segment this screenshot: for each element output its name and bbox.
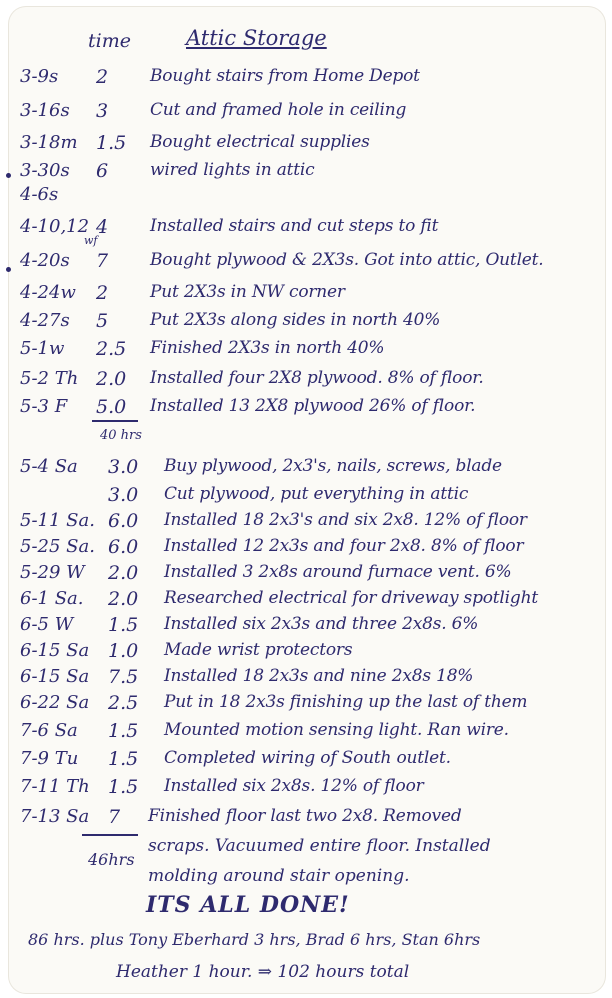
entry-task: Installed six 2x8s. 12% of floor — [164, 776, 424, 796]
entry-task: wired lights in attic — [150, 160, 315, 180]
footer-line-2: Heather 1 hour. ⇒ 102 hours total — [116, 962, 410, 982]
log-row — [0, 536, 612, 562]
entry-hours: 2 — [96, 66, 109, 88]
entry-task: Put 2X3s along sides in north 40% — [150, 310, 441, 330]
entry-hours: 2.0 — [96, 368, 127, 390]
entry-hours: 5.0 — [96, 396, 127, 418]
entry-task: Installed 12 2x3s and four 2x8. 8% of floor — [164, 536, 524, 556]
entry-hours: 6.0 — [108, 510, 139, 532]
entry-hours: 7 — [108, 806, 121, 828]
entry-hours: 1.5 — [108, 720, 139, 742]
log-row — [0, 720, 612, 746]
entry-date: 5-11 Sa. — [20, 510, 95, 531]
entry-hours: 1.5 — [96, 132, 127, 154]
continuation-line: molding around stair opening. — [148, 866, 410, 886]
continuation-line: scraps. Vacuumed entire floor. Installed — [148, 836, 491, 856]
log-row — [0, 368, 612, 394]
entry-hours: 2.5 — [96, 338, 127, 360]
entry-hours: 6 — [96, 160, 109, 182]
entry-task: Buy plywood, 2x3's, nails, screws, blade — [164, 456, 502, 476]
entry-task: Completed wiring of South outlet. — [164, 748, 451, 768]
log-row — [0, 396, 612, 422]
entry-date: 6-1 Sa. — [20, 588, 84, 609]
entry-date: 6-22 Sa — [20, 692, 90, 713]
entry-task: Finished floor last two 2x8. Removed — [148, 806, 462, 826]
entry-task: Cut plywood, put everything in attic — [164, 484, 469, 504]
entry-hours: 6.0 — [108, 536, 139, 558]
entry-hours: 1.0 — [108, 640, 139, 662]
entry-date: 5-4 Sa — [20, 456, 78, 477]
entry-task: Bought stairs from Home Depot — [150, 66, 420, 86]
entry-hours: 3.0 — [108, 484, 139, 506]
log-row — [0, 510, 612, 536]
entry-task: Bought electrical supplies — [150, 132, 370, 152]
entry-hours: 3 — [96, 100, 109, 122]
entry-date: 5-1w — [20, 338, 65, 359]
entry-date: 4-6s — [20, 184, 59, 205]
entry-task: Put in 18 2x3s finishing up the last of them — [164, 692, 528, 712]
entry-task: Installed 18 2x3's and six 2x8. 12% of floor — [164, 510, 527, 530]
log-row — [0, 692, 612, 718]
entry-task: Finished 2X3s in north 40% — [150, 338, 385, 358]
log-row — [0, 666, 612, 692]
log-row — [0, 310, 612, 336]
entry-date: 7-11 Th — [20, 776, 90, 797]
entry-hours: 2.0 — [108, 562, 139, 584]
log-row — [0, 100, 612, 126]
entry-task: Installed stairs and cut steps to fit — [150, 216, 439, 236]
entry-task: Installed 18 2x3s and nine 2x8s 18% — [164, 666, 474, 686]
log-row — [0, 132, 612, 158]
entry-hours: 5 — [96, 310, 109, 332]
entry-date: 5-2 Th — [20, 368, 79, 389]
entry-hours: 2.0 — [108, 588, 139, 610]
entry-date: 6-15 Sa — [20, 666, 90, 687]
entry-hours: 3.0 — [108, 456, 139, 478]
entry-task: Installed four 2X8 plywood. 8% of floor. — [150, 368, 484, 388]
entry-date: 4-24w — [20, 282, 76, 303]
log-row — [0, 66, 612, 92]
entry-hours: 7.5 — [108, 666, 139, 688]
log-row — [0, 338, 612, 364]
page-title: Attic Storage — [186, 26, 327, 50]
entry-task: Bought plywood & 2X3s. Got into attic, Outlet. — [150, 250, 544, 270]
log-row — [0, 282, 612, 308]
entry-hours: 7 — [96, 250, 109, 272]
entry-hours: 1.5 — [108, 748, 139, 770]
entry-task: Made wrist protectors — [164, 640, 353, 660]
subtotal-rule — [92, 420, 138, 422]
subtotal-rule — [82, 834, 138, 836]
footer-line-1: 86 hrs. plus Tony Eberhard 3 hrs, Brad 6 hrs, Stan 6hrs — [28, 930, 481, 949]
subtotal-2: 46hrs — [88, 850, 135, 869]
log-row — [0, 484, 612, 510]
entry-hours: 2 — [96, 282, 109, 304]
entry-task: Installed 13 2X8 plywood 26% of floor. — [150, 396, 476, 416]
log-row — [0, 456, 612, 482]
done-note: ITS ALL DONE! — [146, 892, 350, 918]
entry-date: 5-25 Sa. — [20, 536, 95, 557]
entry-task: Researched electrical for driveway spotlight — [164, 588, 538, 608]
log-row — [0, 776, 612, 802]
entry-hours: 4 — [96, 216, 109, 238]
log-row — [0, 588, 612, 614]
entry-date: 7-9 Tu — [20, 748, 79, 769]
log-row — [0, 614, 612, 640]
log-row — [0, 806, 612, 832]
entry-date: 5-3 F — [20, 396, 68, 417]
entry-date: 4-20s — [20, 250, 70, 271]
time-column-header: time — [88, 30, 131, 52]
entry-date: 3-30s — [20, 160, 70, 181]
entry-hours: 1.5 — [108, 776, 139, 798]
entry-date: 6-15 Sa — [20, 640, 90, 661]
entry-date: 4-27s — [20, 310, 70, 331]
ink-dot — [6, 267, 11, 272]
log-row — [0, 748, 612, 774]
entry-date: 6-5 W — [20, 614, 74, 635]
entry-date: 3-9s — [20, 66, 59, 87]
log-row — [0, 640, 612, 666]
log-row — [0, 160, 612, 186]
ink-dot — [6, 173, 11, 178]
log-row — [0, 184, 612, 210]
log-row — [0, 562, 612, 588]
entry-task: Cut and framed hole in ceiling — [150, 100, 407, 120]
log-row — [0, 250, 612, 276]
entry-date: 3-16s — [20, 100, 70, 121]
entry-hours: 1.5 — [108, 614, 139, 636]
entry-date: 4-10,12 — [20, 216, 90, 237]
entry-date: 7-6 Sa — [20, 720, 78, 741]
subtotal-1: 40 hrs — [100, 428, 142, 443]
entry-task: Installed 3 2x8s around furnace vent. 6% — [164, 562, 512, 582]
entry-hours: 2.5 — [108, 692, 139, 714]
entry-task: Installed six 2x3s and three 2x8s. 6% — [164, 614, 479, 634]
entry-task: Put 2X3s in NW corner — [150, 282, 345, 302]
entry-date: 5-29 W — [20, 562, 85, 583]
entry-date: 3-18m — [20, 132, 78, 153]
entry-task: Mounted motion sensing light. Ran wire. — [164, 720, 509, 740]
entry-date: 7-13 Sa — [20, 806, 90, 827]
wf-note: wf — [84, 234, 98, 247]
